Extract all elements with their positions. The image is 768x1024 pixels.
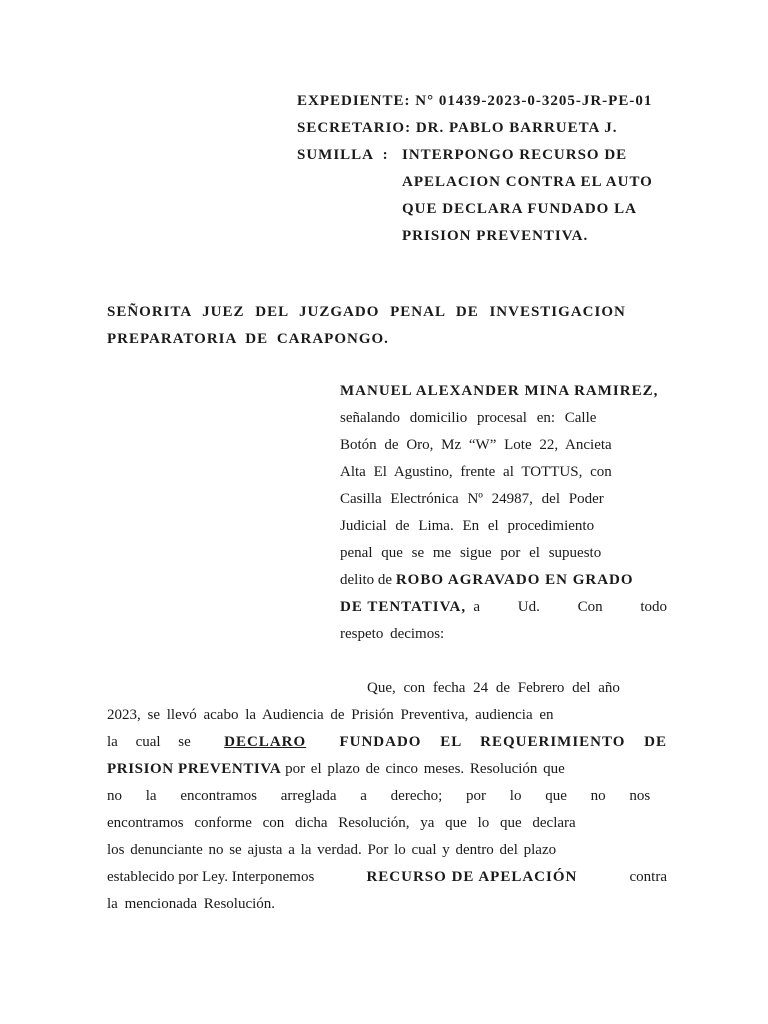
body-line-3 [107, 735, 667, 750]
addressee-line-1: SEÑORITA JUEZ DEL JUZGADO PENAL DE INVESTIGACION [107, 304, 626, 320]
applicant-crime-line [340, 573, 634, 588]
crime-bold-1: ROBO AGRAVADO EN GRADO [395, 572, 634, 588]
body-line-4 [107, 762, 565, 777]
crime-prefix: delito de [340, 572, 393, 588]
body-line-8-bold: RECURSO DE APELACIÓN [366, 869, 578, 885]
body-line-8 [107, 870, 667, 885]
body-line-4-bold: PRISION PREVENTIVA [107, 761, 282, 777]
body-line-7: los denunciante no se ajusta a la verdad. Por lo cual y dentro del plazo [107, 842, 557, 858]
applicant-line-5: Judicial de Lima. En el procedimiento [340, 518, 595, 534]
body-line-1: Que, con fecha 24 de Febrero del año [367, 680, 620, 696]
sumilla-line-3: QUE DECLARA FUNDADO LA [402, 201, 637, 217]
sumilla-line-2: APELACION CONTRA EL AUTO [402, 174, 653, 190]
body-line-8-suffix: contra [629, 869, 667, 885]
body-line-3-bold: FUNDADO EL REQUERIMIENTO DE [339, 734, 667, 750]
applicant-name: MANUEL ALEXANDER MINA RAMIREZ, [340, 383, 659, 399]
sumilla-line-1 [402, 148, 662, 163]
sumilla-line-1-text: INTERPONGO RECURSO DE [402, 147, 628, 163]
body-line-3-prefix: la cual se [107, 734, 191, 750]
declaro-word: DECLARO [224, 734, 307, 750]
body-line-9: la mencionada Resolución. [107, 896, 276, 912]
applicant-line-4: Casilla Electrónica Nº 24987, del Poder [340, 491, 604, 507]
applicant-closing: respeto decimos: [340, 626, 445, 642]
applicant-tentativa-line [340, 600, 667, 615]
addressee-line-2: PREPARATORIA DE CARAPONGO. [107, 331, 389, 347]
applicant-line-6: penal que se me sigue por el supuesto [340, 545, 602, 561]
applicant-line-2: Botón de Oro, Mz “W” Lote 22, Ancieta [340, 437, 612, 453]
body-line-8-prefix: establecido por Ley. Interponemos [107, 869, 315, 885]
applicant-line-3: Alta El Agustino, frente al TOTTUS, con [340, 464, 612, 480]
expediente-line: EXPEDIENTE: N° 01439-2023-0-3205-JR-PE-01 [297, 93, 653, 109]
applicant-line-1: señalando domicilio procesal en: Calle [340, 410, 597, 426]
sumilla-line-4: PRISION PREVENTIVA. [402, 228, 589, 244]
sumilla-label: SUMILLA : [297, 147, 389, 163]
secretario-line: SECRETARIO: DR. PABLO BARRUETA J. [297, 120, 618, 136]
body-line-2: 2023, se llevó acabo la Audiencia de Prisión Preventiva, audiencia en [107, 707, 554, 723]
body-line-4-rest: por el plazo de cinco meses. Resolución que [285, 761, 565, 777]
body-line-5: no la encontramos arreglada a derecho; por lo que no nos [107, 788, 651, 804]
crime-bold-2: DE TENTATIVA, [340, 599, 467, 615]
body-line-6: encontramos conforme con dicha Resolución, ya que lo que declara [107, 815, 576, 831]
crime-suffix: a Ud. Con todo [473, 599, 667, 615]
